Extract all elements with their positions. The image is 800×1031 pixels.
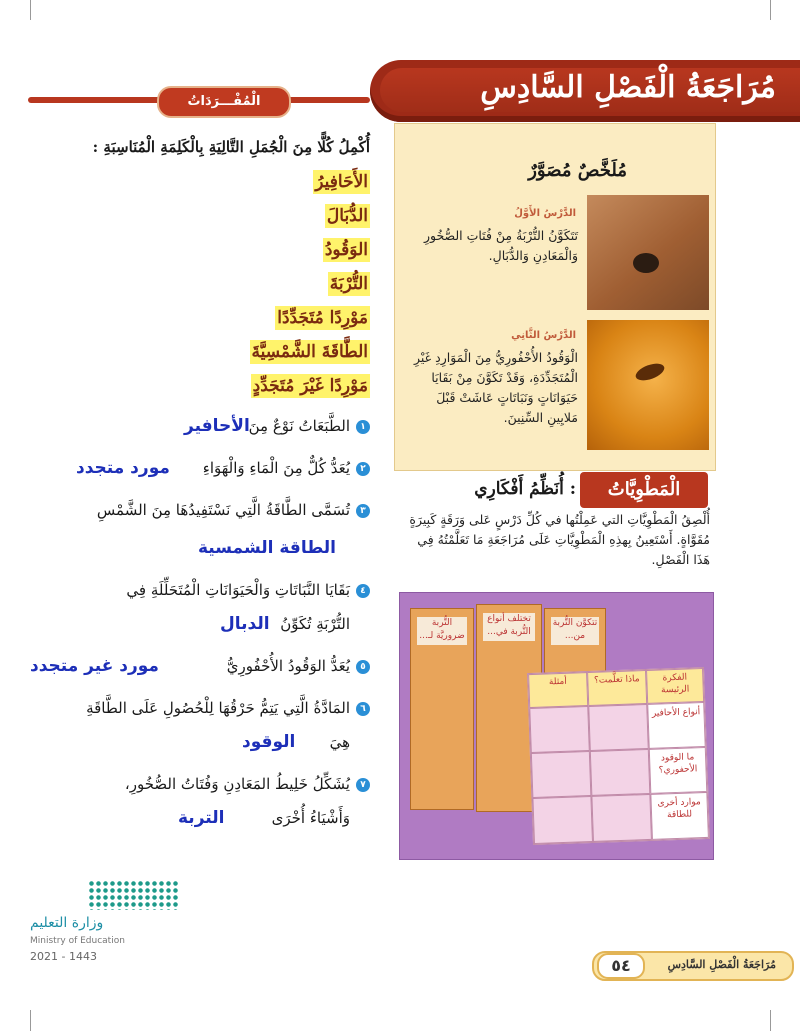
foldable-table xyxy=(527,667,710,845)
answer-text: مورد متجدد xyxy=(76,458,170,478)
table-cell xyxy=(588,704,649,751)
question-text: يُعَدُّ الوَقُودُ الأُحْفُورِيُّ xyxy=(226,657,350,675)
question-text: تُسَمَّى الطَّاقَةُ الَّتِي نَسْتَفِيدُهَا مِنَ الشَّمْسِ xyxy=(96,501,350,519)
table-cell xyxy=(591,794,652,842)
foldables-subtitle: : أُنَظِّمُ أَفْكَارِي xyxy=(474,479,576,499)
chapter-title: مُرَاجَعَةُ الْفَصْلِ السَّادِسِ xyxy=(480,70,776,105)
ministry-name: وزارة التعليم xyxy=(30,915,104,931)
question-text-continued: التُّرْبَةِ تُكَوِّنُ xyxy=(280,615,350,633)
lesson1-text: تَتَكَوَّنُ التُّرْبَةُ مِنْ فُتَاتِ الصُّخُورِ وَالْمَعَادِنِ وَالدُّبَالِ. xyxy=(423,228,578,263)
soil-photo xyxy=(587,195,709,310)
question-number: ٦ xyxy=(356,702,370,716)
fold-card: تتكوَّن التُّربة من... xyxy=(544,608,606,810)
table-cell xyxy=(529,706,590,753)
question-number: ٣ xyxy=(356,504,370,518)
footer-chapter: مُرَاجَعَةُ الْفَصْلِ السَّادِسِ xyxy=(667,958,776,971)
word-bank-item: الطَّاقَةَ الشَّمْسِيَّةَ xyxy=(251,342,368,362)
crop-mark xyxy=(770,1010,771,1031)
question-text: يُشَكِّلُ خَلِيطُ المَعَادِنِ وَفُتَاتُ الصُّخُورِ، xyxy=(124,775,350,793)
lesson2-label: الدَّرْسُ الثَّانِي xyxy=(511,330,576,341)
table-row-label: موارد أخرى للطاقة xyxy=(650,792,709,840)
table-row-label: أنواع الأحافير xyxy=(647,702,706,749)
answer-text: التربة xyxy=(178,808,225,828)
ministry-year: 2021 - 1443 xyxy=(30,950,97,963)
word-bank-item: الدُّبَالَ xyxy=(326,206,368,226)
question-number: ١ xyxy=(356,420,370,434)
insect-in-amber xyxy=(634,360,667,383)
lesson2-text: الْوَقُودُ الأُحْفُورِيُّ مِنَ الْمَوَارِدِ غَيْرِ الْمُتَجَدِّدَةِ، وَقَدْ تَكَوَّنَ مِنْ بَقَايَا حَيَوَانَاتٍ وَنَبَاتَاتٍ عَاشَتْ قَبْلَ مَلايِينِ السِّنِينَ. xyxy=(413,350,578,425)
question-number: ٥ xyxy=(356,660,370,674)
question-text: يُعَدُّ كُلٌّ مِنَ الْمَاءِ وَالْهَوَاءِ xyxy=(202,459,350,477)
table-cell xyxy=(532,796,593,844)
crop-mark xyxy=(30,1010,31,1031)
foldables-title: الْمَطْوِيَّاتُ xyxy=(580,472,708,508)
foldables-text: أُلْصِقُ الْمَطْوِيَّاتِ التي عَمِلْتُها في كُلِّ دَرْسٍ عَلى وَرَقَةٍ كَبِيرَةٍ مُقَوَّاةٍ. أَسْتَعِينُ بِهذِهِ الْمَطْوِيَّاتِ عَلَى مُرَاجَعَةِ مَا تَعَلَّمْتُهُ فِي هَذَا الْفَصْلِ. xyxy=(409,512,710,567)
exercise-instruction: أُكْمِلُ كُلًّا مِنَ الْجُمَلِ التَّالِيَةِ بِالْكَلِمَةِ الْمُنَاسِبَةِ : xyxy=(92,138,370,156)
question-text-continued: هِيَ xyxy=(329,733,350,751)
answer-text: الطاقة الشمسية xyxy=(198,538,336,558)
answer-text: الوقود xyxy=(242,732,296,752)
table-row-label: ما الوقود الأحفوري؟ xyxy=(649,747,708,794)
fold-card: التُّربة ضروريَّة لـ... xyxy=(410,608,474,810)
word-bank-item: الأَحَافِيرُ xyxy=(315,172,368,192)
word-bank-item: التُّرْبَةَ xyxy=(329,274,368,294)
ministry-logo-icon xyxy=(88,880,178,910)
table-cell xyxy=(531,751,592,798)
ministry-name-en: Ministry of Education xyxy=(30,936,125,946)
question-text: الطَّبَعَاتُ نَوْعٌ مِنَ xyxy=(248,417,350,435)
word-bank-item: مَوْرِدًا غَيْرَ مُتَجَدِّدٍ xyxy=(252,376,368,396)
word-bank-item: الوَقُودُ xyxy=(324,240,368,260)
burrow-hole xyxy=(633,253,659,273)
question-text: المَادَّةُ الَّتِي يَتِمُّ حَرْقُهَا لِلْحُصُولِ عَلَى الطَّاقَةِ xyxy=(86,699,350,717)
fold-card: تختلف أنواع التُّربة في... xyxy=(476,604,542,812)
crop-mark xyxy=(30,0,31,20)
answer-text: مورد غير متجدد xyxy=(30,656,159,676)
question-text-continued: وَأَشْيَاءُ أُخْرَى xyxy=(271,809,350,827)
table-header: أمثلة xyxy=(528,672,588,708)
question-number: ٤ xyxy=(356,584,370,598)
summary-title: مُلَخَّصٌ مُصَوَّرٌ xyxy=(528,160,627,181)
question-number: ٧ xyxy=(356,778,370,792)
answer-text: الأحافير xyxy=(184,416,250,436)
amber-fossil-photo xyxy=(587,320,709,450)
table-header: الفكرة الرئيسة xyxy=(646,668,704,704)
answer-text: الدبال xyxy=(220,614,270,634)
vocab-label: الْمُفْـــرَدَاتُ xyxy=(157,86,291,118)
word-bank-item: مَوْرِدًا مُتَجَدِّدًا xyxy=(277,308,368,328)
lesson1-label: الدَّرْسُ الأَوَّلُ xyxy=(514,208,576,219)
table-cell xyxy=(590,749,651,796)
crop-mark xyxy=(770,0,771,20)
page-number: ٥٤ xyxy=(597,953,645,979)
chapter-banner xyxy=(370,60,800,122)
question-number: ٢ xyxy=(356,462,370,476)
table-header: ماذا تعلَّمت؟ xyxy=(587,670,647,706)
question-text: بَقَايَا النَّبَاتَاتِ وَالْحَيَوَانَاتِ الْمُتَحَلِّلَةِ فِي xyxy=(126,581,350,599)
